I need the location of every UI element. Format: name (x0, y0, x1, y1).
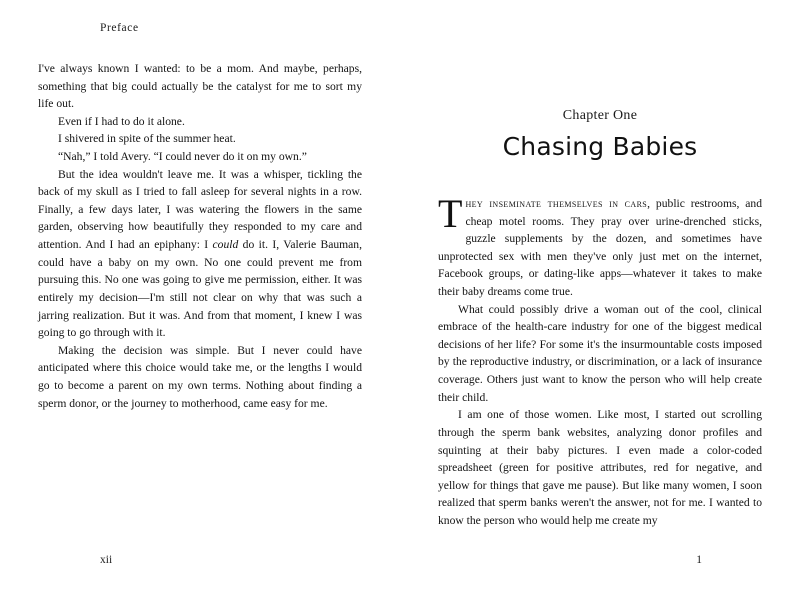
italic-word: could (212, 238, 239, 252)
paragraph-epiphany (38, 166, 362, 342)
opening-paragraph (438, 191, 762, 301)
left-page-body (38, 60, 362, 412)
paragraph: Making the decision was simple. But I never could have anticipated where this choice would take me, or the lengths I would go to become a parent on my own terms. Nothing about finding a sperm donor, or the journey to motherhood, came easy for me. (38, 343, 362, 410)
paragraph: Even if I had to do it alone. (58, 114, 185, 128)
right-page-body (438, 191, 762, 530)
paragraph: What could possibly drive a woman out of the cool, clinical embrace of the health-care industry for one of the biggest medical decisions of her life? For some it's the insurmountable costs imposed by the reproductive industry, or discrimination, or a lack of insurance coverage. Others just want to know the person who will help create their child. (438, 302, 762, 404)
opening-small-caps: hey inseminate themselves in cars (465, 197, 648, 210)
running-head-preface: Preface (100, 22, 139, 34)
paragraph: “Nah,” I told Avery. “I could never do it on my own.” (58, 150, 307, 164)
paragraph-text-after-italic: do it. I, Valerie Bauman, could have a baby on my own. No one could prevent me from pursuing this. No one was going to give me permission, either. It was entirely my decision—I'm still not clear on why that was such a jarring realization. But it was. And from that moment, I knew I was going to go through with it. (38, 238, 363, 340)
chapter-title: Chasing Babies (502, 132, 698, 161)
paragraph-text-before-italic: But the idea wouldn't leave me. It was a whisper, tickling the back of my skull as I tried to fall asleep for several nights in a row. Finally, a few days later, I was watering the flowers in the same garden, observing how beautifully they responded to my care and attention. And I had an epiphany: I (38, 167, 362, 252)
folio-right: 1 (696, 554, 702, 566)
paragraph: I am one of those women. Like most, I started out scrolling through the sperm bank websites, analyzing donor profiles and squinting at their baby pictures. I even made a color-coded spreadsheet (green for positive attributes, red for negative, and yellow for things that gave me pause). But like many women, I soon realized that sperm banks weren't the answer, not for me. I wanted to know the person who would help me create my (438, 408, 762, 527)
chapter-number: Chapter One (562, 108, 638, 123)
opening-text: , public restrooms, and cheap motel rooms. They pray over urine-drenched sticks, guzzle supplements by the dozen, and sometimes have unprotected sex with men they've only just met on the internet, Facebook groups, or dating-like apps—whatever it takes to make their baby dreams come true. (438, 197, 762, 299)
right-page (400, 0, 800, 600)
drop-cap: T (438, 191, 463, 236)
paragraph: I've always known I wanted: to be a mom. And maybe, perhaps, something that big could actually be the catalyst for me to sort my life out. (38, 62, 362, 111)
folio-left: xii (100, 554, 113, 566)
paragraph: I shivered in spite of the summer heat. (58, 132, 236, 146)
